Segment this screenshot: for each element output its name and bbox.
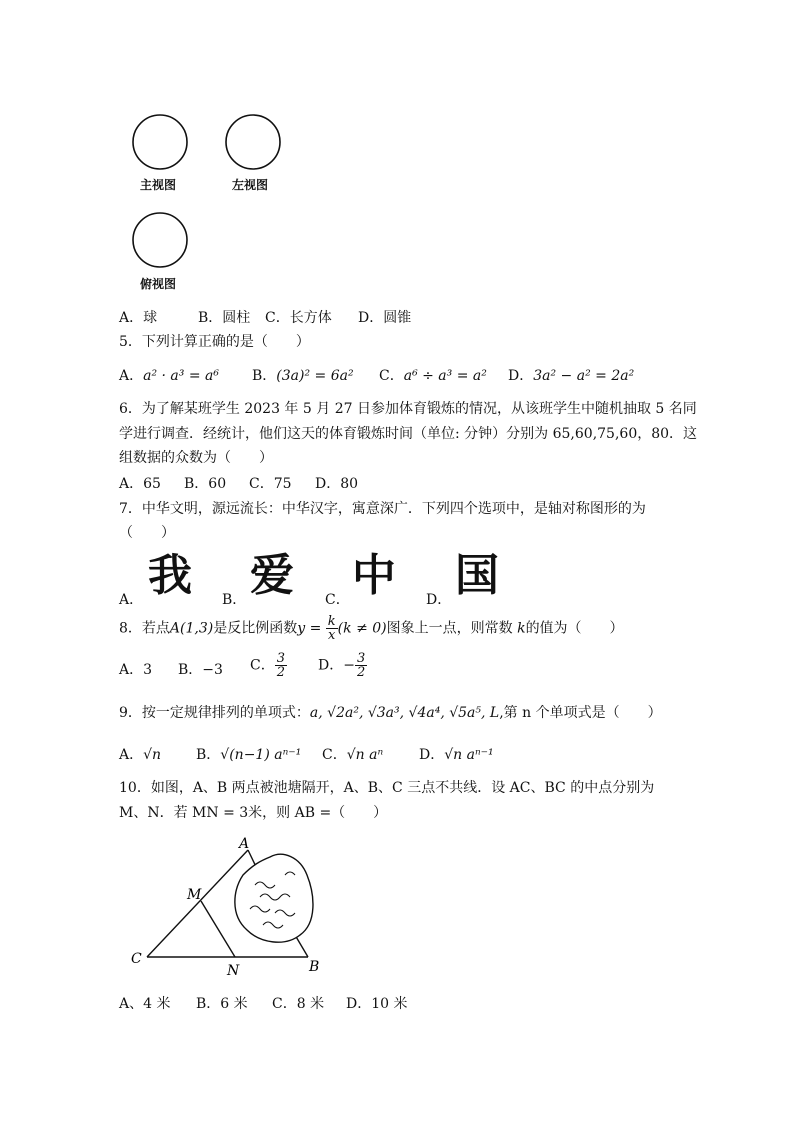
label-B: B [309, 959, 320, 975]
front-view-circle [133, 115, 187, 169]
label-C: C [131, 951, 142, 967]
front-view-label: 主视图 [140, 178, 177, 192]
left-view-label: 左视图 [232, 178, 269, 192]
q10-option-d: D．10 米 [346, 996, 408, 1012]
q4-option-c: C．长方体 [265, 310, 332, 326]
q9-option-a: A．√n [119, 747, 162, 763]
q10-option-c: C．8 米 [272, 996, 325, 1012]
label-M: M [187, 887, 202, 903]
q5-expr-d: 3a² − a² = 2a² [533, 368, 635, 384]
q6-option-d: D．80 [315, 476, 359, 492]
q8-option-c: C． $\frac{3}{2}$ [250, 651, 285, 680]
q7-char-c: 中 [352, 550, 396, 601]
q10-line1: 10．如图，A、B 两点被池塘隔开，A、B、C 三点不共线．设 AC、BC 的中点分别为 [119, 780, 655, 796]
side-CA [147, 850, 248, 957]
q9-sequence: a, √2a², √3a³, √4a⁴, √5a⁵, L [309, 705, 500, 721]
q8-option-d: D．− $\frac{3}{2}$ [318, 651, 366, 680]
q7-line2: （ ） [119, 525, 175, 541]
segment-MN [201, 901, 235, 957]
q9-option-b: B．√(n−1) aⁿ⁻¹ [196, 747, 302, 763]
pond-outline [235, 854, 313, 942]
q9-stem: 9．按一定规律排列的单项式：a, √2a², √3a³, √4a⁴, √5a⁵, L,第 n 个单项式是（ ） [119, 705, 662, 721]
q4-option-b: B．圆柱 [198, 310, 251, 326]
pond-triangle-figure [125, 835, 330, 980]
q6-line3: 组数据的众数为（ ） [119, 450, 273, 466]
q6-option-a: A．65 [119, 476, 161, 492]
q6-line2: 学进行调查．经统计，他们这天的体育锻炼时间（单位: 分钟）分别为 65,60,75,60，80．这 [119, 426, 698, 442]
q5-option-c: C．a⁶ ÷ a³ = a² [379, 368, 487, 384]
left-view-circle [226, 115, 280, 169]
q8-stem: 8．若点A(1,3)是反比例函数y = $\frac{k}{x}$ (k ≠ 0)图象上一点，则常数 k的值为（ ） [119, 614, 624, 643]
q7-option-a: A． [119, 592, 144, 608]
label-A: A [239, 836, 250, 852]
q7-option-b: B． [222, 592, 247, 608]
q5-option-a: A．a² · a³ = a⁶ [119, 368, 219, 384]
q5-expr-c: a⁶ ÷ a³ = a² [403, 368, 487, 384]
q8-option-b: B．−3 [178, 662, 223, 678]
q10-option-a: A、4 米 [119, 996, 171, 1012]
q6-line1: 6．为了解某班学生 2023 年 5 月 27 日参加体育锻炼的情况，从该班学生中随机抽取 5 名同 [119, 401, 697, 417]
q9-option-d: D．√n aⁿ⁻¹ [419, 747, 494, 763]
q6-option-c: C．75 [249, 476, 292, 492]
q10-line2: M、N．若 MN = 3米，则 AB =（ ） [119, 805, 388, 821]
q4-option-d: D．圆锥 [358, 310, 412, 326]
q10-option-b: B．6 米 [196, 996, 248, 1012]
side-AB-lower [295, 935, 308, 957]
q7-char-b: 爱 [250, 550, 294, 601]
q5-option-b: B．(3a)² = 6a² [252, 368, 354, 384]
q5-expr-a: a² · a³ = a⁶ [143, 368, 219, 384]
q5-stem: 5．下列计算正确的是（ ） [119, 334, 310, 350]
q7-option-c: C． [325, 592, 350, 608]
top-view-circle [133, 213, 187, 267]
q7-char-d: 国 [455, 550, 499, 601]
q5-option-d: D．3a² − a² = 2a² [508, 368, 635, 384]
q9-option-c: C．√n aⁿ [322, 747, 384, 763]
three-views-figure [120, 105, 300, 300]
label-N: N [227, 963, 240, 979]
q7-option-d: D． [426, 592, 452, 608]
q6-option-b: B．60 [184, 476, 227, 492]
q7-char-a: 我 [148, 550, 192, 601]
q8-function-fraction: $\frac{k}{x}$ [327, 614, 336, 643]
q7-line1: 7．中华文明，源远流长：中华汉字，寓意深广．下列四个选项中，是轴对称图形的为 [119, 501, 646, 517]
q8-option-a: A．3 [119, 662, 153, 678]
top-view-label: 俯视图 [140, 277, 177, 291]
q4-option-a: A．球 [119, 310, 158, 326]
q5-expr-b: (3a)² = 6a² [276, 368, 354, 384]
